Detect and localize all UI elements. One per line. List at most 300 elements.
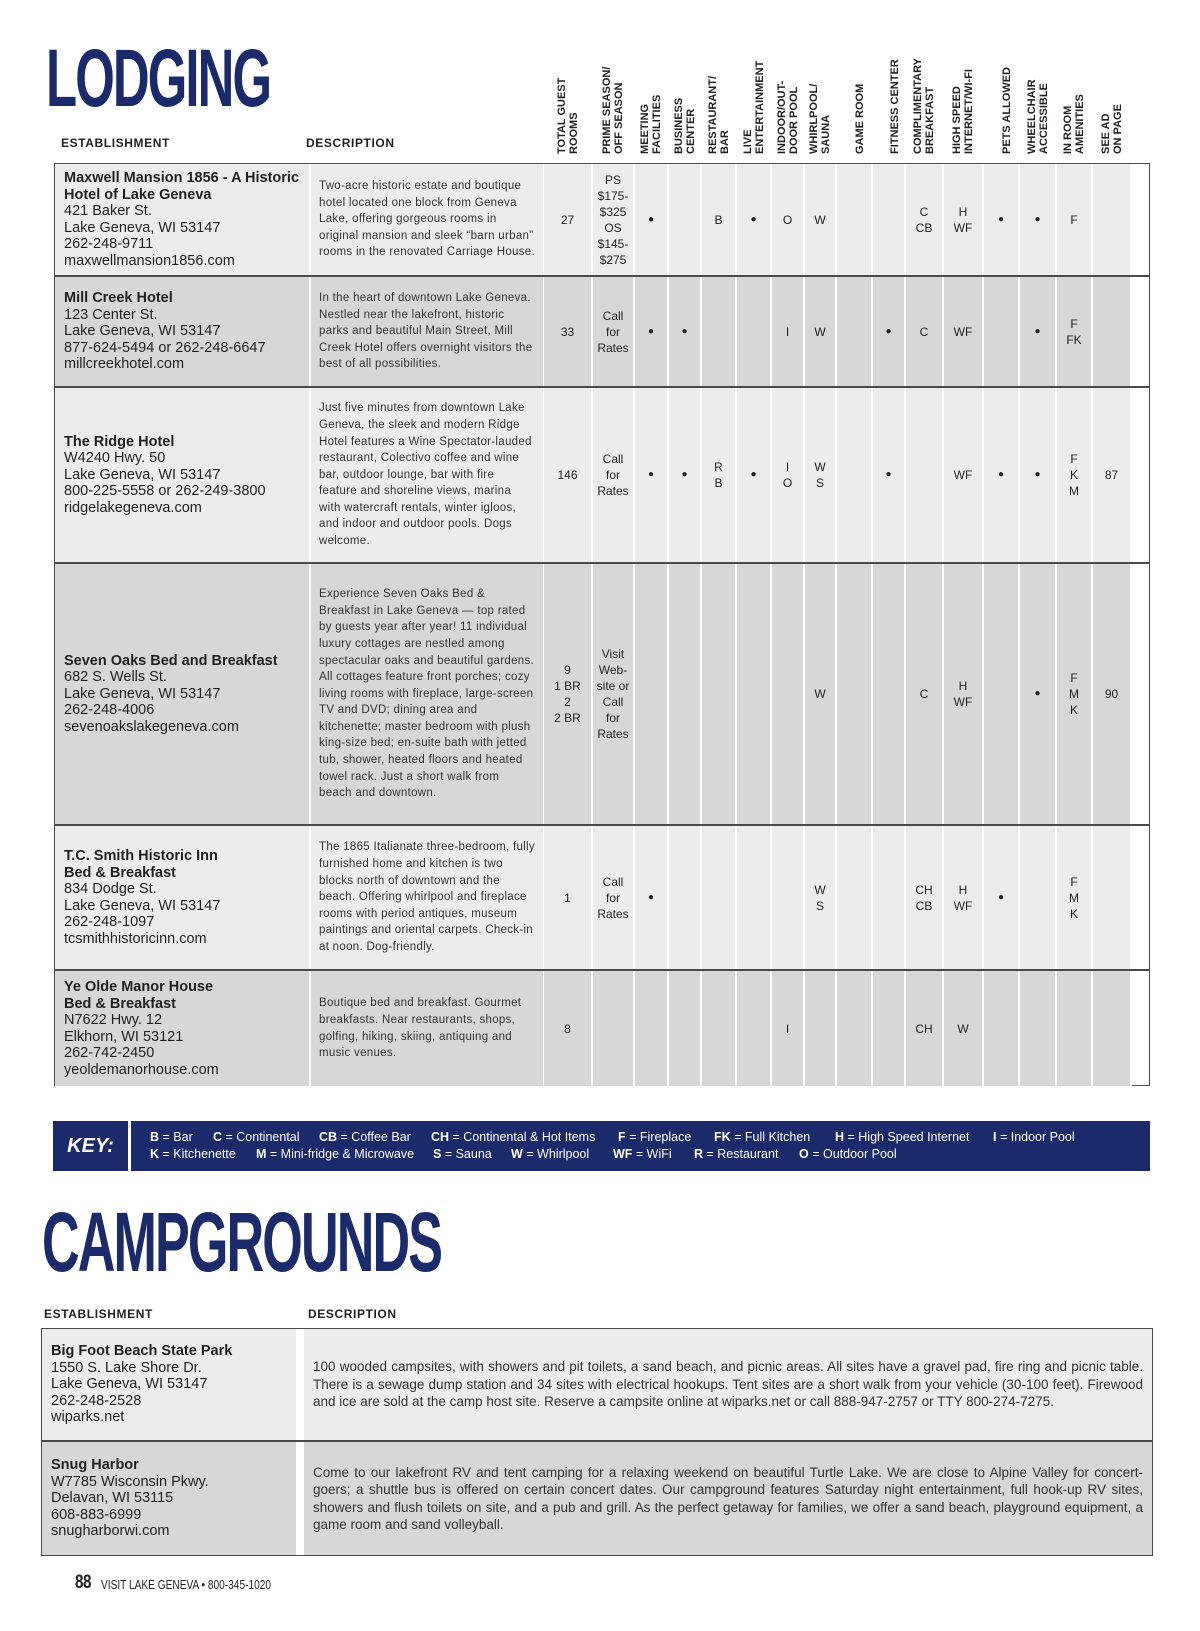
- key-item: [613, 1147, 672, 1161]
- lodging-table: [54, 163, 1150, 1086]
- amenity-cell: [1020, 164, 1057, 275]
- amenity-cell: [944, 564, 984, 824]
- key-item: [618, 1130, 691, 1144]
- amenity-value: C: [919, 687, 929, 701]
- amenity-cell: [837, 164, 873, 275]
- amenity-header: [1098, 42, 1132, 154]
- amenity-cell: [635, 164, 669, 275]
- amenity-value: Call for Rates: [597, 874, 629, 921]
- amenity-cell: [1020, 388, 1057, 562]
- establishment-website: millcreekhotel.com: [64, 356, 185, 373]
- establishment-name: Maxwell Mansion 1856 - A Historic Hotel of Lake Geneva: [64, 170, 300, 203]
- key-code: CB: [319, 1130, 338, 1144]
- amenity-cell: [544, 388, 593, 562]
- establishment-address: 682 S. Wells St.: [64, 669, 167, 686]
- amenity-value: ●: [681, 469, 688, 480]
- amenity-cell: [873, 971, 906, 1086]
- amenity-cell: [1057, 277, 1093, 386]
- amenity-value: W: [814, 212, 826, 227]
- establishment-city: Lake Geneva, WI 53147: [64, 466, 221, 483]
- amenity-cell: [805, 164, 837, 275]
- amenity-header-label: GAME ROOM: [854, 83, 866, 154]
- amenity-cell: [984, 826, 1020, 969]
- amenity-header-label: MEETING FACILITIES: [639, 94, 663, 154]
- amenity-value: I: [785, 324, 790, 339]
- amenity-cell: [669, 277, 702, 386]
- amenity-value: ●: [647, 891, 655, 903]
- amenity-cell: [873, 388, 906, 562]
- amenity-cell: [873, 277, 906, 386]
- key-meaning: = Fireplace: [625, 1130, 692, 1144]
- amenity-value: W: [957, 1021, 969, 1036]
- amenity-cell: [772, 564, 805, 824]
- amenity-cell: [544, 564, 593, 824]
- key-meaning: = Coffee Bar: [337, 1130, 411, 1144]
- amenity-value: 8: [564, 1021, 571, 1036]
- establishment-website: maxwellmansion1856.com: [64, 252, 235, 269]
- amenity-cell: [593, 388, 635, 562]
- amenity-cell: [1093, 164, 1132, 275]
- amenity-cell: [772, 388, 805, 562]
- amenity-cell: [906, 564, 944, 824]
- amenity-cell: [1057, 826, 1093, 969]
- amenity-cell: [669, 164, 702, 275]
- amenity-value: 146: [557, 468, 578, 482]
- key-code: S: [433, 1147, 442, 1161]
- establishment-name: Seven Oaks Bed and Breakfast: [64, 652, 278, 669]
- key-meaning: = WiFi: [632, 1147, 672, 1161]
- amenity-cell: [1057, 388, 1093, 562]
- amenity-cell: [635, 277, 669, 386]
- camp-description-header: DESCRIPTION: [308, 1307, 397, 1321]
- amenity-header: [910, 42, 944, 154]
- key-meaning: = Whirlpool: [522, 1147, 590, 1161]
- amenity-value: ●: [885, 325, 892, 337]
- amenity-cell: [837, 388, 873, 562]
- amenity-value: B: [714, 212, 723, 227]
- amenity-cell: [1093, 388, 1132, 562]
- amenity-header-label: SEE AD ON PAGE: [1099, 104, 1124, 154]
- lodging-row: [55, 164, 1149, 277]
- amenity-cell: [906, 164, 944, 275]
- amenity-value: 90: [1104, 687, 1119, 701]
- amenity-value: ●: [647, 469, 655, 480]
- amenity-value: W: [814, 324, 826, 339]
- footer-text: VISIT LAKE GENEVA • 800-345-1020: [101, 1577, 272, 1592]
- amenity-cell: [906, 971, 944, 1086]
- key-item: [799, 1147, 897, 1161]
- establishment-city: Lake Geneva, WI 53147: [64, 897, 221, 914]
- amenity-value: F M K: [1069, 874, 1079, 921]
- campground-website: wiparks.net: [51, 1409, 125, 1426]
- establishment-cell: [55, 388, 311, 562]
- amenity-cell: [984, 164, 1020, 275]
- amenity-value: H WF: [953, 204, 973, 235]
- amenity-cell: [1020, 826, 1057, 969]
- campgrounds-table: [41, 1328, 1153, 1556]
- amenity-cell: [737, 826, 772, 969]
- establishment-phone: 262-742-2450: [64, 1045, 155, 1061]
- amenity-header: [840, 42, 874, 154]
- amenity-cell: [944, 826, 984, 969]
- key-item: [431, 1130, 595, 1144]
- amenity-cell: [544, 971, 593, 1086]
- lodging-establishment-header: ESTABLISHMENT: [61, 136, 170, 150]
- amenity-cell: [1093, 564, 1132, 824]
- amenity-value: F M K: [1069, 671, 1079, 717]
- description-text: Just five minutes from downtown Lake Geneva, the sleek and modern Ridge Hotel features a Wine Spectator-lauded restaurant, Colectivo coffee and wine bar, outdoor lounge, bar with fire feature and shoreline views, marina with watercraft rentals, winter igloos, and indoor and outdoor pools. Dogs welcome.: [319, 402, 532, 548]
- amenity-cell: [906, 388, 944, 562]
- key-item: [835, 1130, 969, 1144]
- establishment-name: Ye Olde Manor House Bed & Breakfast: [64, 979, 214, 1012]
- amenity-cell: [805, 277, 837, 386]
- amenity-cell: [1020, 277, 1057, 386]
- amenity-cell: [873, 164, 906, 275]
- amenity-value: 87: [1104, 468, 1119, 482]
- campground-name: Snug Harbor: [51, 1457, 139, 1474]
- key-item: [511, 1147, 589, 1161]
- key-meaning: = Continental & Hot Items: [449, 1130, 596, 1144]
- description-cell: [311, 971, 545, 1086]
- amenity-header-label: WHEELCHAIR ACCESSIBLE: [1025, 79, 1050, 154]
- amenity-header: [875, 42, 909, 154]
- campground-establishment-cell: [42, 1329, 300, 1440]
- amenity-value: C: [919, 324, 929, 339]
- amenity-cell: [873, 564, 906, 824]
- key-legend: [53, 1121, 1150, 1171]
- amenity-cell: [635, 971, 669, 1086]
- key-code: I: [993, 1130, 997, 1144]
- amenity-header: [599, 42, 633, 154]
- amenity-cell: [805, 564, 837, 824]
- amenity-cell: [805, 388, 837, 562]
- amenity-cell: [593, 164, 635, 275]
- amenity-cell: [1057, 564, 1093, 824]
- campground-row: [42, 1442, 1152, 1555]
- establishment-phone: 877-624-5494 or 262-248-6647: [64, 339, 266, 356]
- amenity-cell: [635, 564, 669, 824]
- amenity-cell: [1020, 971, 1057, 1086]
- establishment-phone: 262-248-1097: [64, 914, 155, 930]
- amenity-value: ●: [997, 469, 1005, 480]
- amenity-header: [554, 42, 588, 154]
- amenity-cell: [669, 826, 702, 969]
- amenity-value: ●: [997, 891, 1005, 903]
- amenity-cell: [635, 388, 669, 562]
- amenity-value: CH CB: [915, 882, 933, 913]
- key-item: [433, 1147, 492, 1161]
- key-meaning: = Full Kitchen: [730, 1130, 811, 1144]
- amenity-value: ●: [1034, 325, 1041, 337]
- establishment-phone: 262-248-4006: [64, 702, 155, 719]
- amenity-header-label: IN ROOM AMENITIES: [1062, 94, 1086, 154]
- amenity-value: Visit Web- site or Call for Rates: [596, 647, 630, 741]
- lodging-row: [55, 564, 1149, 826]
- establishment-name: The Ridge Hotel: [64, 433, 175, 450]
- key-code: B: [150, 1130, 160, 1144]
- amenity-header: [949, 42, 983, 154]
- amenity-value: ●: [750, 213, 757, 225]
- amenity-header: [806, 42, 840, 154]
- description-text: Boutique bed and breakfast. Gourmet breakfasts. Near restaurants, shops, golfing, hiking, skiing, antiquing and music venues.: [319, 997, 522, 1060]
- amenity-value: 9 1 BR 2 2 BR: [554, 663, 581, 725]
- amenity-value: ●: [1034, 213, 1041, 225]
- page-number: 88: [75, 1572, 92, 1593]
- key-code: H: [835, 1130, 845, 1144]
- key-code: C: [213, 1130, 223, 1144]
- amenity-cell: [702, 388, 737, 562]
- amenity-value: C CB: [915, 204, 933, 235]
- establishment-phone: 262-248-9711: [64, 236, 154, 252]
- amenity-value: 27: [560, 212, 575, 227]
- establishment-city: Elkhorn, WI 53121: [64, 1028, 184, 1045]
- establishment-website: yeoldemanorhouse.com: [64, 1061, 219, 1078]
- amenity-value: 1: [564, 890, 571, 905]
- campground-city: Delavan, WI 53115: [51, 1490, 174, 1507]
- establishment-cell: [55, 277, 311, 386]
- amenity-cell: [944, 388, 984, 562]
- campground-description: [304, 1442, 1152, 1555]
- campground-description: [304, 1329, 1152, 1440]
- lodging-row: [55, 277, 1149, 388]
- amenity-cell: [805, 971, 837, 1086]
- amenity-header: [705, 42, 739, 154]
- amenity-cell: [593, 826, 635, 969]
- amenity-cell: [805, 826, 837, 969]
- key-meaning: = High Speed Internet: [844, 1130, 970, 1144]
- campground-establishment-cell: [42, 1442, 300, 1555]
- establishment-name: Mill Creek Hotel: [64, 290, 173, 307]
- amenity-cell: [1020, 564, 1057, 824]
- campground-website: snugharborwi.com: [51, 1523, 170, 1540]
- amenity-cell: [984, 388, 1020, 562]
- description-text: Experience Seven Oaks Bed & Breakfast in Lake Geneva — top rated by guests year after year! 11 individual luxury cottages are nestled among spectacular oaks and beautiful gardens. All cottages feature front porches; cozy living rooms with fireplace, large-screen TV and DVD; dining area and kitchenette; master bedroom with plush king-size bed; en-suite bath with jetted tub, shower, heated floors and heated towel rack. Just a short walk from beach and downtown.: [319, 588, 534, 800]
- amenity-cell: [593, 971, 635, 1086]
- key-meaning: = Mini-fridge & Microwave: [266, 1147, 415, 1161]
- amenity-value: ●: [1034, 688, 1041, 699]
- amenity-value: H WF: [953, 679, 973, 709]
- amenity-value: H WF: [953, 882, 973, 913]
- key-code: O: [799, 1147, 809, 1161]
- amenity-cell: [544, 164, 593, 275]
- amenity-cell: [737, 388, 772, 562]
- establishment-address: N7622 Hwy. 12: [64, 1012, 163, 1028]
- amenity-cell: [635, 826, 669, 969]
- amenity-cell: [984, 971, 1020, 1086]
- key-item: [319, 1130, 411, 1144]
- amenity-cell: [544, 826, 593, 969]
- amenity-cell: [837, 277, 873, 386]
- campground-row: [42, 1329, 1152, 1442]
- amenity-cell: [944, 971, 984, 1086]
- amenity-cell: [837, 971, 873, 1086]
- page-footer: [75, 1572, 272, 1594]
- establishment-address: 421 Baker St.: [64, 203, 152, 219]
- amenity-value: W S: [814, 882, 826, 913]
- key-item: [256, 1147, 414, 1161]
- campground-city: Lake Geneva, WI 53147: [51, 1376, 208, 1393]
- amenity-value: ●: [647, 325, 655, 337]
- lodging-row: [55, 388, 1149, 564]
- amenity-header-label: PETS ALLOWED: [1001, 67, 1013, 154]
- amenity-header: [774, 42, 808, 154]
- amenity-value: ●: [885, 469, 892, 480]
- key-code: WF: [613, 1147, 633, 1161]
- amenity-cell: [702, 826, 737, 969]
- establishment-cell: [55, 826, 311, 969]
- establishment-phone: 800-225-5558 or 262-249-3800: [64, 483, 266, 500]
- amenity-value: 33: [560, 324, 575, 339]
- amenity-cell: [772, 277, 805, 386]
- establishment-cell: [55, 164, 311, 275]
- key-item: [714, 1130, 810, 1144]
- campground-description-text: Come to our lakefront RV and tent camping for a relaxing weekend on beautiful Turtle Lake. We are close to Alpine Valley for concert-goers; a shuttle bus is offered on certain concert dates. Our campground features Saturday night entertainment, full hook-up RV sites, showers and flush toilets on site, and a pub and grill. As the perfect getaway for families, we offer a sand beach, playground equipment, a game room and sand volleyball.: [313, 1464, 1143, 1532]
- campgrounds-title: CAMPGROUNDS: [42, 1195, 442, 1289]
- key-meaning: = Sauna: [441, 1147, 492, 1161]
- amenity-header-label: COMPLIMENTARY BREAKFAST: [912, 58, 936, 154]
- amenity-value: I: [785, 1021, 790, 1036]
- amenity-cell: [593, 277, 635, 386]
- amenity-cell: [737, 277, 772, 386]
- amenity-value: R B: [714, 460, 723, 490]
- amenity-value: ●: [1034, 469, 1041, 480]
- amenity-header: [987, 42, 1021, 154]
- camp-establishment-header: ESTABLISHMENT: [44, 1307, 153, 1321]
- key-code: FK: [714, 1130, 731, 1144]
- amenity-cell: [737, 971, 772, 1086]
- lodging-row: [55, 826, 1149, 971]
- establishment-cell: [55, 564, 311, 824]
- amenity-value: ●: [647, 213, 655, 225]
- amenity-header: [671, 42, 705, 154]
- amenity-value: Call for Rates: [597, 308, 629, 355]
- key-item: [150, 1130, 193, 1144]
- amenity-value: F: [1070, 212, 1078, 227]
- campground-phone: 262-248-2528: [51, 1392, 142, 1409]
- establishment-website: ridgelakegeneva.com: [64, 499, 202, 516]
- key-meaning: = Bar: [159, 1130, 193, 1144]
- amenity-value: CH: [915, 1021, 933, 1036]
- amenity-cell: [1057, 164, 1093, 275]
- key-code: W: [511, 1147, 523, 1161]
- amenity-value: ●: [681, 325, 688, 337]
- amenity-value: W: [814, 687, 826, 701]
- amenity-cell: [702, 971, 737, 1086]
- key-label: KEY:: [53, 1121, 131, 1171]
- campground-address: 1550 S. Lake Shore Dr.: [51, 1359, 202, 1376]
- establishment-cell: [55, 971, 311, 1086]
- campground-address: W7785 Wisconsin Pkwy.: [51, 1473, 209, 1490]
- amenity-cell: [737, 164, 772, 275]
- key-code: CH: [431, 1130, 450, 1144]
- key-meaning: = Indoor Pool: [996, 1130, 1075, 1144]
- amenity-header: [1060, 42, 1094, 154]
- description-text: The 1865 Italianate three-bedroom, fully furnished home and kitchen is two blocks north of downtown and the beach. Offering whirlpool and fireplace rooms with period antiques, museum paintings and oriental carpets. Check-in at noon. Dog-friendly.: [319, 841, 535, 953]
- amenity-cell: [772, 164, 805, 275]
- amenity-value: WF: [953, 468, 973, 482]
- amenity-cell: [669, 971, 702, 1086]
- key-item: [993, 1130, 1075, 1144]
- amenity-cell: [944, 164, 984, 275]
- amenity-header-label: PRIME SEASON/ OFF SEASON: [601, 66, 625, 154]
- amenity-cell: [837, 564, 873, 824]
- amenity-cell: [702, 277, 737, 386]
- key-meaning: = Restaurant: [703, 1147, 779, 1161]
- amenity-cell: [669, 564, 702, 824]
- key-code: K: [150, 1147, 160, 1161]
- description-cell: [311, 388, 545, 562]
- key-item: [150, 1147, 236, 1161]
- amenity-value: WF: [953, 324, 973, 339]
- key-code: R: [694, 1147, 704, 1161]
- key-meaning: = Continental: [222, 1130, 300, 1144]
- amenity-cell: [772, 826, 805, 969]
- amenity-cell: [593, 564, 635, 824]
- establishment-address: 123 Center St.: [64, 306, 158, 323]
- amenity-value: F K M: [1069, 452, 1079, 498]
- key-meaning: = Kitchenette: [159, 1147, 236, 1161]
- amenity-cell: [702, 164, 737, 275]
- amenity-cell: [906, 277, 944, 386]
- amenity-cell: [1093, 277, 1132, 386]
- amenity-header-label: BUSINESS CENTER: [672, 97, 697, 154]
- lodging-row: [55, 971, 1149, 1086]
- establishment-city: Lake Geneva, WI 53147: [64, 323, 221, 340]
- amenity-header-label: LIVE ENTERTAINMENT: [741, 60, 766, 154]
- amenity-cell: [1057, 971, 1093, 1086]
- lodging-title: LODGING: [46, 33, 271, 124]
- description-cell: [311, 164, 545, 275]
- amenity-cell: [837, 826, 873, 969]
- amenity-value: W S: [814, 460, 826, 490]
- amenity-value: ●: [997, 213, 1005, 225]
- amenity-value: Call for Rates: [597, 452, 629, 498]
- amenity-header-label: TOTAL GUEST ROOMS: [555, 77, 580, 154]
- campground-description-text: 100 wooded campsites, with showers and pit toilets, a sand beach, and picnic areas. All sites have a gravel pad, fire ring and picnic table. There is a sewage dump station and 34 sites with electrical hookups. Tent sites are a short walk from your vehicle (30-100 feet). Firewood and ice are sold at the camp host site. Reserve a campsite online at wiparks.net or call 888-947-2757 or TTY 800-274-7275.: [313, 1359, 1143, 1410]
- description-cell: [311, 277, 545, 386]
- description-cell: [311, 826, 545, 969]
- amenity-cell: [906, 826, 944, 969]
- establishment-city: Lake Geneva, WI 53147: [64, 219, 221, 236]
- establishment-address: 834 Dodge St.: [64, 881, 157, 897]
- amenity-value: O: [782, 212, 793, 227]
- amenity-header-label: FITNESS CENTER: [888, 59, 901, 154]
- establishment-website: sevenoakslakegeneva.com: [64, 718, 239, 735]
- key-item: [213, 1130, 300, 1144]
- lodging-description-header: DESCRIPTION: [306, 136, 395, 150]
- amenity-cell: [1093, 826, 1132, 969]
- amenity-header: [740, 42, 774, 154]
- amenity-header: [637, 42, 671, 154]
- key-item: [694, 1147, 778, 1161]
- amenity-value: PS $175- $325 OS $145- $275: [597, 172, 629, 267]
- amenity-header-label: HIGH SPEED INTERNET/WI-FI: [951, 69, 975, 154]
- amenity-header-label: WHIRLPOOL/ SAUNA: [808, 83, 832, 154]
- campground-name: Big Foot Beach State Park: [51, 1343, 233, 1360]
- establishment-address: W4240 Hwy. 50: [64, 450, 166, 467]
- amenity-cell: [984, 564, 1020, 824]
- establishment-website: tcsmithhistoricinn.com: [64, 930, 207, 947]
- amenity-cell: [873, 826, 906, 969]
- amenity-cell: [544, 277, 593, 386]
- amenity-value: ●: [750, 469, 757, 480]
- establishment-city: Lake Geneva, WI 53147: [64, 685, 221, 702]
- amenity-header: [1024, 42, 1058, 154]
- amenity-value: F FK: [1066, 316, 1082, 347]
- description-cell: [311, 564, 545, 824]
- amenity-cell: [772, 971, 805, 1086]
- key-code: F: [618, 1130, 626, 1144]
